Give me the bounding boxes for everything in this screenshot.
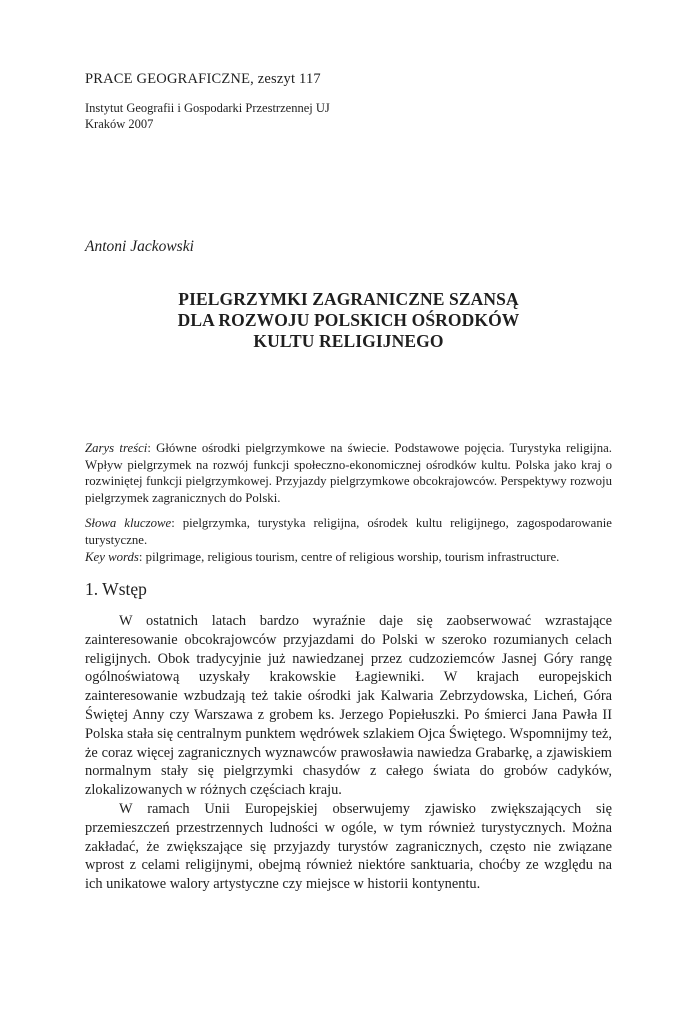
place-year: Kraków 2007 bbox=[85, 117, 154, 131]
institute-name: Instytut Geografii i Gospodarki Przestrzennej UJ bbox=[85, 101, 330, 115]
section-body bbox=[85, 612, 612, 894]
body-paragraph: W ramach Unii Europejskiej obserwujemy zjawisko zwiększających się przemieszczeń przestrzennych ludności w ogóle, w tym również turystycznych. Można zakładać, że zwiększające się przyjazdy turystów zagranicznych, często nie związane wprost z celami religijnymi, obejmą również niektóre sanktuaria, choćby ze względu na ich unikatowe walory artystyczne czy miejsce w historii kontynentu. bbox=[85, 800, 612, 893]
abstract-paragraph bbox=[85, 440, 612, 506]
title-line-2: DLA ROZWOJU POLSKICH OŚRODKÓW bbox=[177, 310, 520, 330]
keywords-en-text: : pilgrimage, religious tourism, centre of religious worship, tourism infrastructure. bbox=[138, 549, 560, 564]
article-title bbox=[85, 289, 612, 352]
publisher-block bbox=[85, 100, 330, 132]
abstract-label: Zarys treści bbox=[85, 441, 148, 455]
author-name: Antoni Jackowski bbox=[85, 238, 194, 255]
title-line-1: PIELGRZYMKI ZAGRANICZNE SZANSĄ bbox=[178, 289, 519, 309]
keywords-pl-text: : pielgrzymka, turystyka religijna, ośrodek kultu religijnego, zagospodarowanie turystyczne. bbox=[85, 516, 612, 547]
title-line-3: KULTU RELIGIJNEGO bbox=[253, 331, 444, 351]
keywords-en-label: Key words bbox=[85, 549, 139, 564]
journal-series: PRACE GEOGRAFICZNE, zeszyt 117 bbox=[85, 71, 321, 87]
keywords-en bbox=[85, 549, 612, 566]
abstract-text: : Główne ośrodki pielgrzymkowe na świecie. Podstawowe pojęcia. Turystyka religijna. Wpływ pielgrzymek na rozwój funkcji społeczno-ekonomicznej ośrodków kultu. Polska jako kraj o rozwiniętej funkcji pielgrzymkowej. Przyjazdy pielgrzymkowe obcokrajowców. Perspektywy rozwoju pielgrzymek zagranicznych do Polski. bbox=[85, 441, 612, 505]
section-heading: 1. Wstęp bbox=[85, 579, 147, 599]
body-paragraph: W ostatnich latach bardzo wyraźnie daje się zaobserwować wzrastające zainteresowanie obcokrajowców przyjazdami do Polski w szeroko rozumianych celach religijnych. Obok tradycyjnie już nawiedzanej przez cudzoziemców Jasnej Góry rangę ogólnoświatową uzyskały krakowskie Łagiewniki. W krajach europejskich zainteresowanie wzbudzają też takie ośrodki jak Kalwaria Zebrzydowska, Licheń, Góra Świętej Anny czy Warszawa z grobem ks. Jerzego Popiełuszki. Po śmierci Jana Pawła II Polska stała się centralnym punktem wędrówek szlakiem Ojca Świętego. Wspomnijmy też, że coraz więcej zagranicznych wyznawców prawosławia nawiedza Grabarkę, a zjawiskiem normalnym stały się pielgrzymki chasydów z całego świata do grobów cadyków, zlokalizowanych w różnych częściach kraju. bbox=[85, 613, 612, 799]
keywords-pl-label: Słowa kluczowe bbox=[85, 516, 172, 531]
keywords-pl bbox=[85, 515, 612, 548]
abstract-block bbox=[85, 440, 612, 565]
